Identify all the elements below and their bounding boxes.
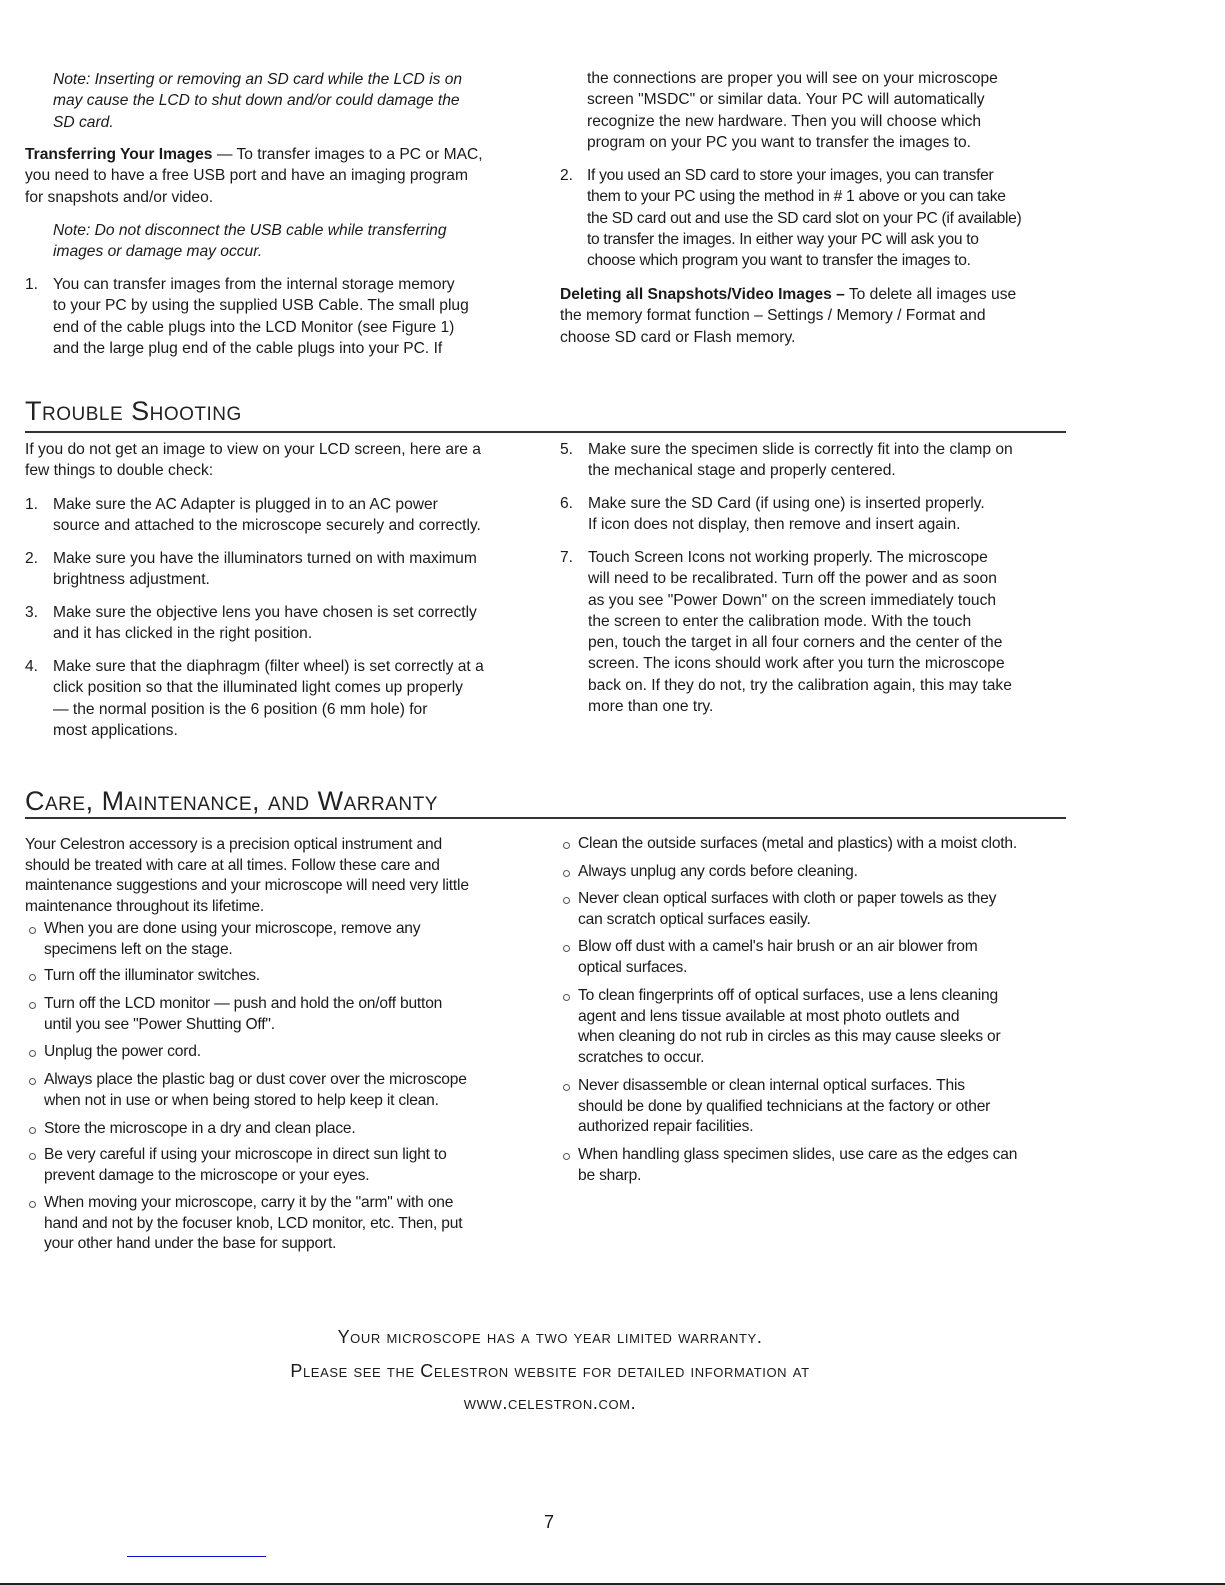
care-bullet-item [44, 919, 420, 960]
item-number: 5. [560, 441, 574, 458]
text-line: program on your PC you want to transfer the images to. [587, 133, 971, 151]
care-bullet-item [44, 966, 260, 987]
deleting-heading: Deleting all Snapshots/Video Images – [560, 286, 845, 303]
trouble-item-5 [588, 439, 1013, 482]
text-line: when cleaning do not rub in circles as this may cause sleeks or [578, 1028, 1001, 1045]
transferring-images-paragraph [25, 144, 483, 208]
bullet-icon [563, 994, 570, 1001]
bullet-icon [29, 1078, 36, 1085]
care-bullet-item [578, 1076, 990, 1138]
transferring-text: you need to have a free USB port and have an imaging program [25, 167, 468, 185]
text-line: SD card. [53, 113, 114, 131]
text-line: will need to be recalibrated. Turn off the power and as soon [588, 570, 997, 588]
text-line: — the normal position is the 6 position (6 mm hole) for [53, 700, 428, 718]
text-line: as you see "Power Down" on the screen immediately touch [588, 591, 997, 609]
text-line: Note: Do not disconnect the USB cable while transferring [53, 222, 447, 239]
item-number: 3. [25, 604, 39, 621]
section-divider [25, 817, 1066, 819]
text-line: be sharp. [578, 1166, 642, 1184]
item-number: 7. [560, 549, 574, 566]
website-url: www.celestron.com. [463, 1393, 637, 1413]
care-bullet-item [578, 889, 996, 930]
text-line: optical surfaces. [578, 958, 688, 976]
item-number: 1. [25, 276, 39, 293]
bullet-icon [29, 927, 36, 934]
text-line: Make sure the specimen slide is correctly fit into the clamp on [588, 441, 1013, 458]
text-line: Turn off the illuminator switches. [44, 967, 260, 984]
text-line: Your Celestron accessory is a precision optical instrument and [25, 836, 442, 853]
text-line: the mechanical stage and properly centered. [588, 462, 896, 480]
text-line: and it has clicked in the right position. [53, 625, 313, 643]
text-line: Unplug the power cord. [44, 1043, 201, 1060]
text-line: Never clean optical surfaces with cloth or paper towels as they [578, 890, 997, 907]
text-line: pen, touch the target in all four corners and the center of the [588, 634, 1003, 652]
page-number: 7 [544, 1512, 555, 1532]
transfer-item-2 [587, 165, 1021, 271]
bullet-icon [29, 1002, 36, 1009]
trouble-item-7 [588, 547, 1012, 717]
text-line: your other hand under the base for support. [44, 1235, 337, 1252]
text-line: when not in use or when being stored to help keep it clean. [44, 1091, 439, 1109]
trouble-item-6 [588, 493, 985, 536]
usb-cable-note [53, 220, 447, 263]
bullet-icon [563, 842, 570, 849]
item-number: 6. [560, 495, 574, 512]
care-bullet-item [44, 1042, 201, 1063]
text-line: When handling glass specimen slides, use care as the edges can [578, 1146, 1018, 1163]
text-line: You can transfer images from the internal storage memory [53, 276, 455, 293]
trouble-shooting-heading: Trouble Shooting [25, 396, 242, 426]
bullet-icon [29, 974, 36, 981]
text-line: Always place the plastic bag or dust cover over the microscope [44, 1071, 467, 1088]
transferring-text: for snapshots and/or video. [25, 188, 214, 206]
transferring-text: — To transfer images to a PC or MAC, [212, 146, 483, 163]
bullet-icon [563, 1153, 570, 1160]
text-line: can scratch optical surfaces easily. [578, 910, 811, 928]
text-line: scratches to occur. [578, 1048, 705, 1066]
text-line: brightness adjustment. [53, 571, 210, 589]
care-bullet-item [578, 1145, 1017, 1186]
deleting-text: choose SD card or Flash memory. [560, 328, 796, 346]
text-line: Make sure the objective lens you have chosen is set correctly [53, 604, 477, 621]
text-line: few things to double check: [25, 462, 214, 480]
website-notice: Please see the Celestron website for detailed information at [290, 1361, 810, 1381]
care-bullet-item [578, 834, 1017, 855]
text-line: specimens left on the stage. [44, 940, 233, 958]
deleting-text: the memory format function – Settings / Memory / Format and [560, 307, 986, 325]
sd-card-note [53, 69, 462, 133]
text-line: to your PC by using the supplied USB Cable. The small plug [53, 297, 469, 315]
text-line: screen. The icons should work after you turn the microscope [588, 655, 1005, 673]
warranty-statement: Your microscope has a two year limited warranty. [337, 1327, 763, 1347]
item-number: 2. [560, 167, 574, 184]
deleting-text: To delete all images use [844, 286, 1017, 303]
text-line: Turn off the LCD monitor — push and hold the on/off button [44, 995, 443, 1012]
transferring-heading: Transferring Your Images [25, 146, 213, 163]
text-line: the SD card out and use the SD card slot on your PC (if available) [587, 209, 1022, 227]
text-line: should be treated with care at all times. Follow these care and [25, 856, 440, 874]
text-line: screen "MSDC" or similar data. Your PC will automatically [587, 91, 985, 109]
trouble-item-1 [53, 494, 481, 537]
bullet-icon [563, 897, 570, 904]
text-line: more than one try. [588, 698, 714, 716]
bullet-icon [29, 1050, 36, 1057]
text-line: source and attached to the microscope securely and correctly. [53, 517, 481, 535]
deleting-images-paragraph [560, 284, 1016, 348]
text-line: should be done by qualified technicians at the factory or other [578, 1097, 991, 1115]
text-line: Never disassemble or clean internal optical surfaces. This [578, 1077, 965, 1094]
text-line: If icon does not display, then remove and insert again. [588, 516, 961, 534]
text-line: Clean the outside surfaces (metal and plastics) with a moist cloth. [578, 835, 1018, 852]
bullet-icon [563, 1084, 570, 1091]
text-line: may cause the LCD to shut down and/or could damage the [53, 92, 460, 110]
text-line: If you used an SD card to store your images, you can transfer [587, 167, 994, 184]
text-line: maintenance suggestions and your microscope will need very little [25, 877, 469, 894]
text-line: Blow off dust with a camel's hair brush or an air blower from [578, 938, 978, 955]
text-line: Make sure the SD Card (if using one) is inserted properly. [588, 495, 985, 512]
text-line: Store the microscope in a dry and clean place. [44, 1120, 356, 1137]
bullet-icon [563, 945, 570, 952]
text-line: and the large plug end of the cable plugs into your PC. If [53, 339, 443, 357]
bullet-icon [563, 870, 570, 877]
care-bullet-item [44, 1070, 467, 1111]
text-line: When you are done using your microscope, remove any [44, 920, 421, 937]
text-line: agent and lens tissue available at most photo outlets and [578, 1007, 960, 1025]
care-maintenance-warranty-heading: Care, Maintenance, and Warranty [25, 786, 438, 816]
item-number: 2. [25, 550, 39, 567]
text-line: prevent damage to the microscope or your eyes. [44, 1166, 370, 1184]
text-line: back on. If they do not, try the calibration again, this may take [588, 676, 1012, 694]
text-line: Make sure you have the illuminators turned on with maximum [53, 550, 477, 567]
transfer-item-1-continued [587, 68, 998, 153]
care-bullet-item [44, 1145, 447, 1186]
text-line: If you do not get an image to view on your LCD screen, here are a [25, 441, 481, 458]
text-line: Touch Screen Icons not working properly. The microscope [588, 549, 988, 566]
link-underline [127, 1556, 266, 1557]
care-bullet-item [578, 986, 1001, 1068]
text-line: most applications. [53, 721, 178, 739]
text-line: Make sure the AC Adapter is plugged in to an AC power [53, 496, 438, 513]
care-bullet-item [44, 994, 442, 1035]
care-bullet-item [44, 1119, 356, 1140]
text-line: until you see "Power Shutting Off". [44, 1015, 275, 1033]
text-line: hand and not by the focuser knob, LCD monitor, etc. Then, put [44, 1214, 463, 1232]
text-line: To clean fingerprints off of optical surfaces, use a lens cleaning [578, 987, 998, 1004]
bullet-icon [29, 1201, 36, 1208]
care-intro [25, 835, 469, 917]
text-line: end of the cable plugs into the LCD Monitor (see Figure 1) [53, 318, 455, 336]
text-line: click position so that the illuminated light comes up properly [53, 679, 463, 697]
trouble-item-2 [53, 548, 477, 591]
bullet-icon [29, 1153, 36, 1160]
text-line: recognize the new hardware. Then you will choose which [587, 112, 982, 130]
bullet-icon [29, 1127, 36, 1134]
trouble-intro [25, 439, 481, 482]
text-line: to transfer the images. In either way your PC will ask you to [587, 230, 979, 248]
text-line: Be very careful if using your microscope in direct sun light to [44, 1146, 447, 1163]
item-number: 4. [25, 658, 39, 675]
text-line: the screen to enter the calibration mode. With the touch [588, 612, 972, 630]
text-line: choose which program you want to transfer the images to. [587, 252, 971, 270]
text-line: them to your PC using the method in # 1 above or you can take [587, 188, 1006, 206]
text-line: maintenance throughout its lifetime. [25, 897, 264, 915]
text-line: Always unplug any cords before cleaning. [578, 863, 858, 880]
care-bullet-item [44, 1193, 462, 1255]
trouble-item-3 [53, 602, 477, 645]
text-line: Make sure that the diaphragm (filter wheel) is set correctly at a [53, 658, 484, 675]
item-number: 1. [25, 496, 39, 513]
text-line: authorized repair facilities. [578, 1118, 754, 1135]
transfer-item-1 [53, 274, 469, 359]
text-line: images or damage may occur. [53, 243, 263, 261]
section-divider [25, 431, 1066, 433]
care-bullet-item [578, 937, 978, 978]
text-line: When moving your microscope, carry it by the "arm" with one [44, 1194, 454, 1211]
text-line: Note: Inserting or removing an SD card while the LCD is on [53, 71, 463, 88]
care-bullet-item [578, 862, 858, 883]
trouble-item-4 [53, 656, 484, 741]
text-line: the connections are proper you will see on your microscope [587, 70, 998, 87]
